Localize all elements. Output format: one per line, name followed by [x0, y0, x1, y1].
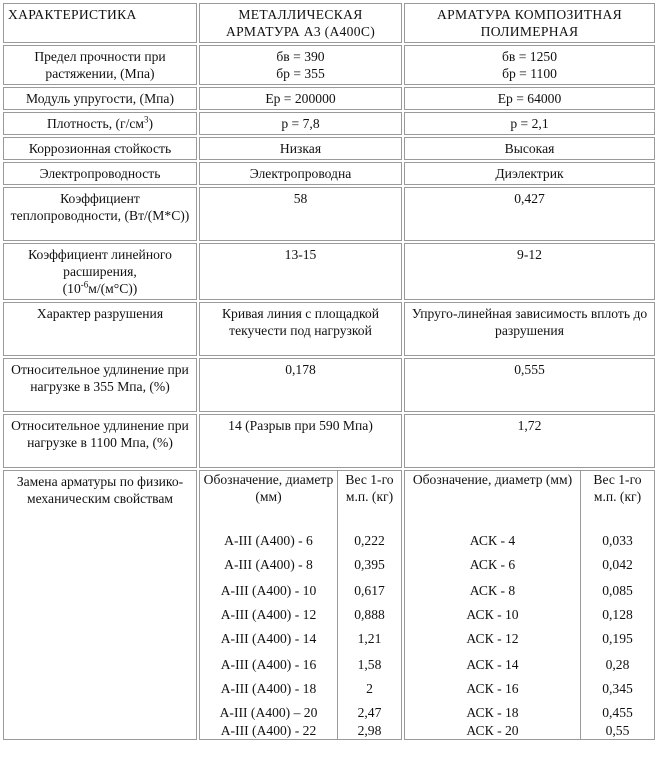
replacement-row — [200, 647, 401, 673]
weight-cell: 2,47 — [337, 697, 401, 721]
replacement-row — [405, 599, 654, 623]
metal-value: р = 7,8 — [199, 112, 402, 135]
row-label: Замена арматуры по физико-механическим свойствам — [3, 470, 197, 740]
composite-value: Высокая — [404, 137, 655, 160]
row-elastic-modulus — [3, 87, 655, 110]
row-density — [3, 112, 655, 135]
weight-cell: 0,455 — [580, 697, 654, 721]
row-thermal — [3, 187, 655, 241]
composite-value: р = 2,1 — [404, 112, 655, 135]
row-conductivity — [3, 162, 655, 185]
sub-header-row — [405, 471, 654, 525]
designation-header: Обозначение, диаметр (мм) — [412, 472, 573, 487]
replacement-row — [405, 573, 654, 599]
metal-value: 13-15 — [199, 243, 402, 300]
weight-cell: 0,042 — [580, 549, 654, 573]
weight-cell: 0,128 — [580, 599, 654, 623]
replacement-row — [200, 599, 401, 623]
weight-cell: 0,395 — [337, 549, 401, 573]
weight-cell: 0,033 — [580, 525, 654, 549]
row-label: Предел прочности при растяжении, (Мпа) — [3, 45, 197, 85]
weight-cell: 0,085 — [580, 573, 654, 599]
replacement-row — [200, 673, 401, 697]
header-composite: АРМАТУРА КОМПОЗИТНАЯ ПОЛИМЕРНАЯ — [404, 3, 655, 43]
composite-value: 0,427 — [404, 187, 655, 241]
row-label: Коррозионная стойкость — [3, 137, 197, 160]
replacement-row — [200, 573, 401, 599]
row-linear-expansion — [3, 243, 655, 300]
replacement-row — [405, 697, 654, 721]
designation-cell: АСК - 4 — [469, 533, 516, 548]
metal-value: 58 — [199, 187, 402, 241]
replacement-row — [200, 549, 401, 573]
weight-cell: 0,28 — [580, 647, 654, 673]
row-tensile-strength — [3, 45, 655, 85]
weight-header: Вес 1-го м.п. (кг) — [580, 471, 654, 525]
row-label: Электропроводность — [3, 162, 197, 185]
weight-cell: 0,888 — [337, 599, 401, 623]
metal-replacement — [199, 470, 402, 740]
weight-cell: 0,55 — [580, 721, 654, 739]
designation-cell: АСК - 12 — [466, 631, 519, 646]
row-elongation-355 — [3, 358, 655, 412]
composite-value: 9-12 — [404, 243, 655, 300]
weight-cell: 1,58 — [337, 647, 401, 673]
metal-value: 0,178 — [199, 358, 402, 412]
designation-cell: А-III (А400) - 10 — [220, 583, 317, 598]
replacement-row — [200, 623, 401, 647]
designation-cell: А-III (А400) – 20 — [219, 705, 318, 720]
metal-value: Кривая линия с площадкой текучести под нагрузкой — [199, 302, 402, 356]
replacement-row — [405, 721, 654, 739]
designation-cell: АСК - 16 — [466, 681, 519, 696]
weight-cell: 0,195 — [580, 623, 654, 647]
weight-cell: 1,21 — [337, 623, 401, 647]
designation-cell: А-III (А400) - 18 — [220, 681, 317, 696]
composite-value: бв = 1250 бр = 1100 — [404, 45, 655, 85]
row-label: Относительное удлинение при нагрузке в 1100 Мпа, (%) — [3, 414, 197, 468]
composite-replacement — [404, 470, 655, 740]
comparison-table — [1, 1, 657, 742]
replacement-row — [405, 673, 654, 697]
composite-replacement-table — [405, 471, 654, 739]
composite-value: Упруго-линейная зависимость вплоть до разрушения — [404, 302, 655, 356]
weight-cell: 0,617 — [337, 573, 401, 599]
replacement-row — [200, 697, 401, 721]
metal-replacement-table — [200, 471, 401, 739]
designation-cell: АСК - 14 — [466, 657, 519, 672]
designation-cell: АСК - 8 — [469, 583, 516, 598]
weight-cell: 2 — [337, 673, 401, 697]
row-label: Характер разрушения — [3, 302, 197, 356]
composite-value: 1,72 — [404, 414, 655, 468]
designation-cell: А-III (А400) - 14 — [220, 631, 317, 646]
weight-header: Вес 1-го м.п. (кг) — [337, 471, 401, 525]
metal-value: Ер = 200000 — [199, 87, 402, 110]
composite-value: Ер = 64000 — [404, 87, 655, 110]
sub-header-row — [200, 471, 401, 525]
row-elongation-1100 — [3, 414, 655, 468]
replacement-row — [405, 525, 654, 549]
metal-value: Низкая — [199, 137, 402, 160]
row-corrosion — [3, 137, 655, 160]
row-label: Коэффициент линейного расширения, $(10^{-6}м/(м^\circ С))$ — [3, 243, 197, 300]
metal-value: бв = 390 бр = 355 — [199, 45, 402, 85]
designation-cell: А-III (А400) - 16 — [220, 657, 317, 672]
designation-cell: А-III (А400) - 6 — [224, 533, 313, 548]
replacement-row — [405, 623, 654, 647]
replacement-row — [200, 721, 401, 739]
designation-cell: АСК - 18 — [466, 705, 519, 720]
row-replacement — [3, 470, 655, 740]
designation-cell: А-III (А400) - 12 — [220, 607, 317, 622]
replacement-row — [405, 647, 654, 673]
header-row — [3, 3, 655, 43]
metal-value: 14 (Разрыв при 590 Мпа) — [199, 414, 402, 468]
row-fracture — [3, 302, 655, 356]
row-label: Коэффициент теплопроводности, (Вт/(М*С)) — [3, 187, 197, 241]
row-label: Модуль упругости, (Мпа) — [3, 87, 197, 110]
designation-cell: АСК - 20 — [466, 723, 519, 738]
header-characteristic: ХАРАКТЕРИСТИКА — [3, 3, 197, 43]
weight-cell: 2,98 — [337, 721, 401, 739]
row-label: Плотность, $(г/см^3)$ — [3, 112, 197, 135]
designation-cell: АСК - 10 — [466, 607, 519, 622]
designation-cell: А-III (А400) - 22 — [220, 723, 317, 738]
weight-cell: 0,345 — [580, 673, 654, 697]
replacement-row — [405, 549, 654, 573]
weight-cell: 0,222 — [337, 525, 401, 549]
composite-value: 0,555 — [404, 358, 655, 412]
designation-cell: АСК - 6 — [469, 557, 516, 572]
header-metal: МЕТАЛЛИЧЕСКАЯ АРМАТУРА А3 (А400С) — [199, 3, 402, 43]
replacement-row — [200, 525, 401, 549]
designation-header: Обозначение, диаметр (мм) — [203, 472, 334, 504]
composite-value: Диэлектрик — [404, 162, 655, 185]
designation-cell: А-III (А400) - 8 — [224, 557, 313, 572]
metal-value: Электропроводна — [199, 162, 402, 185]
row-label: Относительное удлинение при нагрузке в 355 Мпа, (%) — [3, 358, 197, 412]
